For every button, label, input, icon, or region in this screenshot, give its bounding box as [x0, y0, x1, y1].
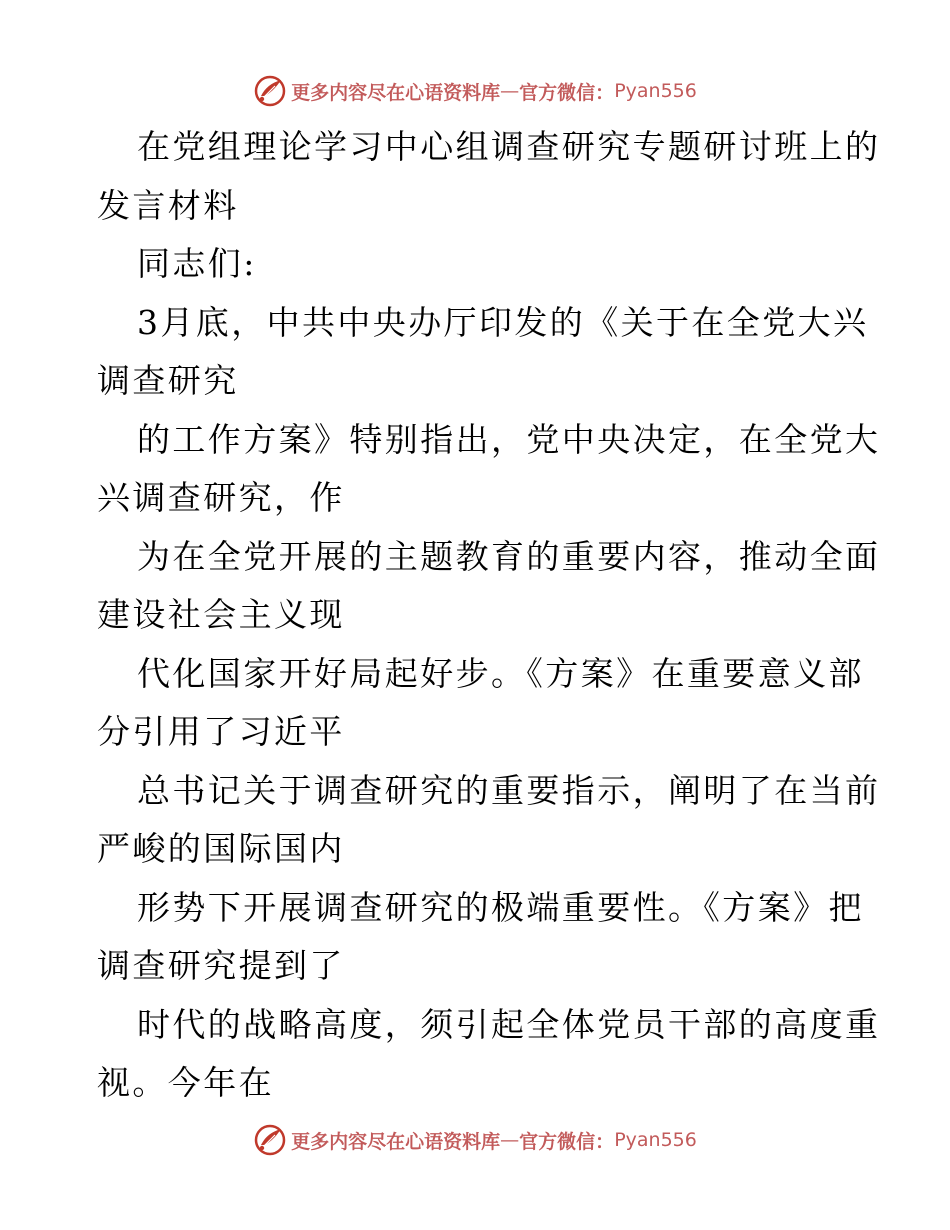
banner-wechat-label: 官方微信：	[519, 81, 615, 104]
text-line: 总书记关于调查研究的重要指示，阐明了在当前	[137, 770, 881, 810]
text-line: 代化国家开好局起好步。《方案》在重要意义部	[137, 653, 864, 693]
text-line: 发言材料	[97, 185, 239, 225]
quill-logo-icon	[253, 1123, 287, 1157]
document-body	[97, 118, 881, 1113]
banner-wechat-id: Pyan556	[614, 1129, 697, 1151]
quill-logo-icon	[253, 74, 287, 108]
text-line: 的工作方案》特别指出，党中央决定，在全党大	[137, 419, 881, 459]
footer-banner	[0, 1120, 950, 1160]
text-line: 调查研究	[97, 361, 239, 400]
text-line: 3月底，中共中央办厅印发的《关于在全党大兴	[137, 302, 869, 342]
text-line: 在党组理论学习中心组调查研究专题研讨班上的	[137, 127, 881, 166]
text-line: 形势下开展调查研究的极端重要性。《方案》把	[137, 887, 864, 927]
banner-main-text: 更多内容尽在心语资料库	[291, 81, 501, 104]
text-line: 同志们:	[137, 244, 257, 283]
banner-wechat-id: Pyan556	[614, 80, 697, 102]
text-line: 兴调查研究，作	[97, 478, 345, 517]
header-banner	[0, 71, 950, 111]
text-line: 视。今年在	[97, 1063, 274, 1102]
text-line: 时代的战略高度，须引起全体党员干部的高度重	[137, 1004, 881, 1044]
text-line: 分引用了习近平	[97, 712, 345, 751]
banner-separator: —	[500, 1129, 520, 1151]
banner-main-text: 更多内容尽在心语资料库	[291, 1130, 501, 1153]
text-line: 建设社会主义现	[97, 595, 345, 634]
banner-separator: —	[500, 80, 520, 102]
text-line: 为在全党开展的主题教育的重要内容，推动全面	[137, 536, 881, 576]
banner-wechat-label: 官方微信：	[519, 1130, 615, 1153]
text-line: 调查研究提到了	[97, 946, 345, 985]
text-line: 严峻的国际国内	[97, 829, 345, 868]
